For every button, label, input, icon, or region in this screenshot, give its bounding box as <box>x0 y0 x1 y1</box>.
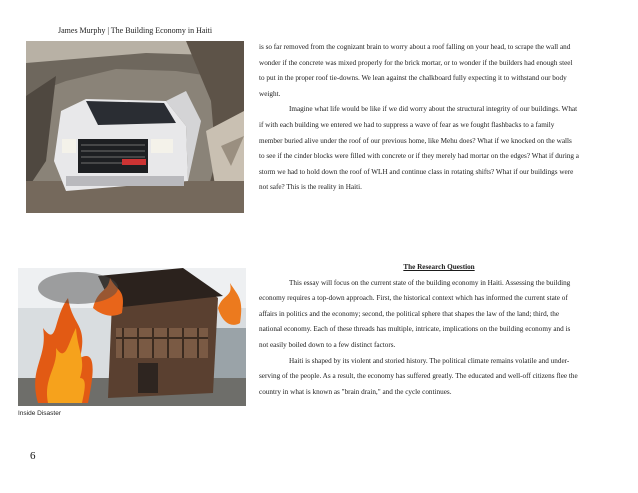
research-question-section <box>259 260 579 400</box>
page-number: 6 <box>30 450 36 462</box>
burning-building-photo <box>18 268 246 406</box>
collapsed-building-photo <box>26 41 244 213</box>
paragraph: Imagine what life would be like if we did worry about the structural integrity of our buildings. What if with each building we entered we had to suppress a wave of fear as we fought flashbacks to a family member buried alive under the roof of our previous home, like Mehu does? What if we knocked on the walls to see if the cinder blocks were filled with concrete or if they merely had mortar on the edges? What if during a storm we had to hold down the roof of WLH and continue class in rotating shifts? What if our buildings were not safe? This is the reality in Haiti. <box>259 105 579 192</box>
paragraph: Haiti is shaped by its violent and storied history. The political climate remains volatile and under-serving of the people. As a result, the economy has suffered greatly. The educated and well-off citizens flee the country in what is known as "brain drain," and the cycle continues. <box>259 356 578 396</box>
burning-building-icon <box>18 268 246 406</box>
image-caption: Inside Disaster <box>18 410 61 417</box>
paragraph: is so far removed from the cognizant brain to worry about a roof falling on your head, to scrape the wall and wonder if the concrete was mixed properly for the brick mortar, or to wonder if the builders had enough steel to put in the proper roof tie-downs. We lean against the chalkboard fully expecting it to withstand our body weight. <box>259 43 573 98</box>
paragraph: This essay will focus on the current state of the building economy in Haiti. Assessing the building economy requires a top-down approach. First, the historical context which has informed the current state of affairs in politics and the economy; second, the political sphere that shapes the law of the land; third, the national economy. Each of these threads has multiple, intricate, implications on the building economy and is not easily boiled down to a few distinct factors. <box>259 278 571 349</box>
running-header: James Murphy | The Building Economy in Haiti <box>58 26 213 35</box>
collapsed-building-truck-icon <box>26 41 244 213</box>
body-text-top <box>259 40 579 196</box>
section-heading: The Research Question <box>403 263 475 271</box>
